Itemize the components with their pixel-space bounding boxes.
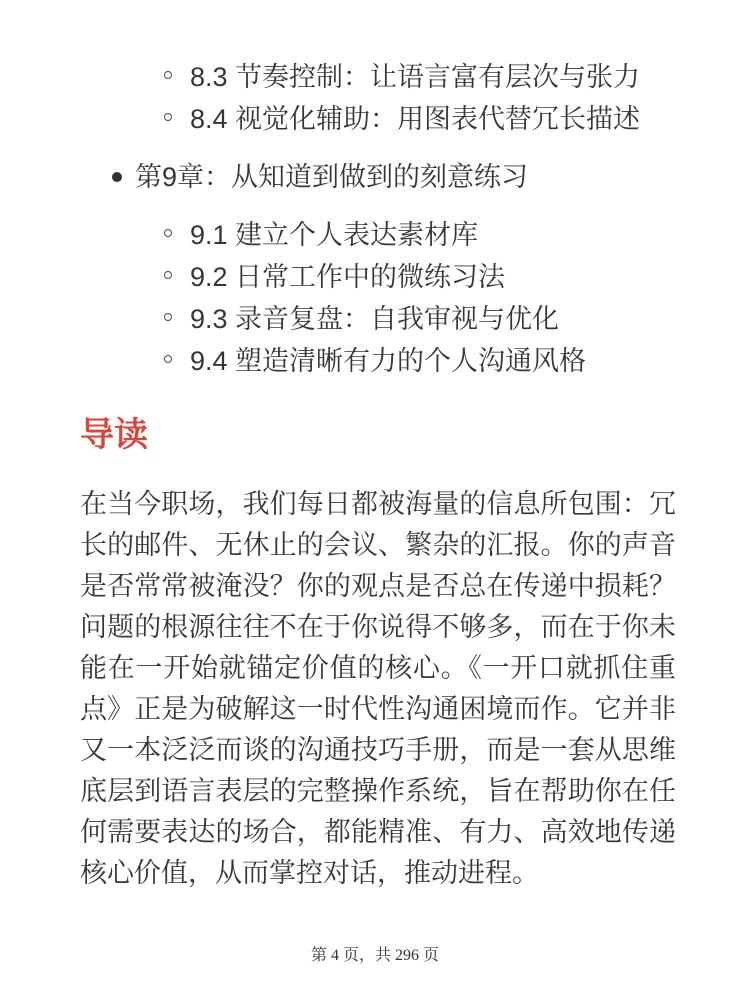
toc-sublist-chapter8 — [80, 56, 674, 140]
toc-item-9-2 — [190, 256, 674, 298]
section-heading-daodu: 导读 — [80, 416, 148, 454]
toc-item-label: 9.1 建立个人表达素材库 — [190, 220, 479, 250]
toc-chapter-label: 第9章：从知道到做到的刻意练习 — [135, 162, 529, 192]
circle-bullet-icon — [164, 313, 172, 321]
circle-bullet-icon — [164, 355, 172, 363]
toc-item-8-4 — [190, 98, 674, 140]
toc-chapter-list — [80, 156, 674, 382]
toc-item-label: 8.3 节奏控制：让语言富有层次与张力 — [190, 62, 641, 92]
toc-sublist-chapter9 — [135, 214, 674, 382]
toc-item-9-3 — [190, 298, 674, 340]
toc-item-label: 8.4 视觉化辅助：用图表代替冗长描述 — [190, 104, 641, 134]
toc-item-label: 9.4 塑造清晰有力的个人沟通风格 — [190, 346, 587, 376]
introduction-paragraph: 在当今职场，我们每日都被海量的信息所包围：冗长的邮件、无休止的会议、繁杂的汇报。你的声音是否常常被淹没？你的观点是否总在传递中损耗？问题的根源往往不在于你说得不够多，而在于你未能在一开始就锚定价值的核心。《一开口就抓住重点》正是为破解这一时代性沟通困境而作。它并非又一本泛泛而谈的沟通技巧手册，而是一套从思维底层到语言表层的完整操作系统，旨在帮助你在任何需要表达的场合，都能精准、有力、高效地传递核心价值，从而掌控对话，推动进程。 — [80, 489, 676, 888]
circle-bullet-icon — [164, 271, 172, 279]
toc-item-9-4 — [190, 340, 674, 382]
circle-bullet-icon — [164, 113, 172, 121]
toc-item-label: 9.3 录音复盘：自我审视与优化 — [190, 304, 560, 334]
toc-item-chapter9 — [135, 156, 674, 382]
disc-bullet-icon — [112, 172, 122, 182]
circle-bullet-icon — [164, 229, 172, 237]
circle-bullet-icon — [164, 71, 172, 79]
toc-item-8-3 — [190, 56, 674, 98]
page-number-footer: 第 4 页，共 296 页 — [310, 947, 439, 964]
table-of-contents — [80, 56, 674, 382]
toc-item-label: 9.2 日常工作中的微练习法 — [190, 262, 506, 292]
toc-item-9-1 — [190, 214, 674, 256]
